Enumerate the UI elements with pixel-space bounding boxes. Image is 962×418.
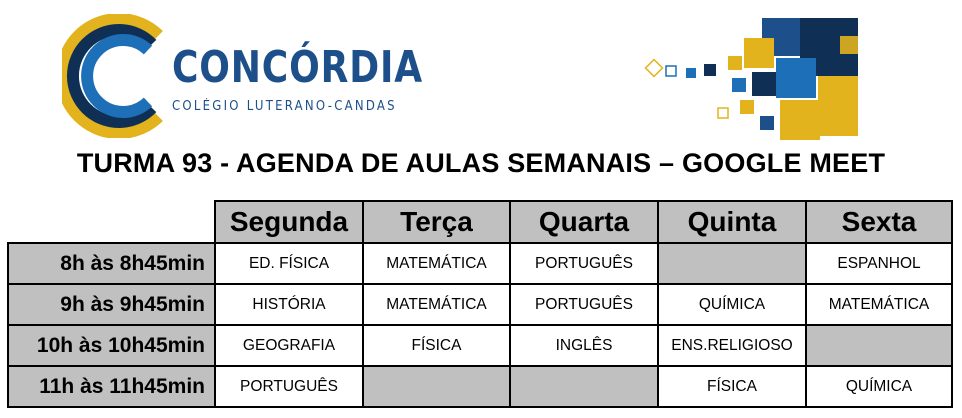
schedule-table <box>7 200 953 408</box>
time-slot: 11h às 11h45min <box>8 366 215 407</box>
time-slot: 8h às 8h45min <box>8 243 215 284</box>
day-header-quarta: Quarta <box>510 201 658 243</box>
class-cell: ENS.RELIGIOSO <box>658 325 806 366</box>
class-cell: FÍSICA <box>658 366 806 407</box>
empty-cell <box>806 325 952 366</box>
day-header-sexta: Sexta <box>806 201 952 243</box>
class-cell: INGLÊS <box>510 325 658 366</box>
day-header-terca: Terça <box>363 201 510 243</box>
table-row <box>8 243 952 284</box>
class-cell: PORTUGUÊS <box>510 243 658 284</box>
class-cell: PORTUGUÊS <box>215 366 363 407</box>
class-cell: FÍSICA <box>363 325 510 366</box>
time-slot: 9h às 9h45min <box>8 284 215 325</box>
empty-cell <box>658 243 806 284</box>
class-cell: PORTUGUÊS <box>510 284 658 325</box>
empty-cell <box>510 366 658 407</box>
class-cell: MATEMÁTICA <box>363 284 510 325</box>
class-cell: GEOGRAFIA <box>215 325 363 366</box>
day-header-quinta: Quinta <box>658 201 806 243</box>
class-cell: MATEMÁTICA <box>806 284 952 325</box>
logo-c-mark <box>62 14 172 138</box>
decorative-tiles <box>640 16 862 140</box>
class-cell: HISTÓRIA <box>215 284 363 325</box>
table-row <box>8 366 952 407</box>
corner-cell <box>8 201 215 243</box>
schedule-title: TURMA 93 - AGENDA DE AULAS SEMANAIS – GOOGLE MEET <box>76 148 886 178</box>
header <box>0 0 962 140</box>
class-cell: ED. FÍSICA <box>215 243 363 284</box>
brand-subtitle: COLÉGIO LUTERANO-CANDAS <box>172 99 397 114</box>
table-row <box>8 325 952 366</box>
class-cell: ESPANHOL <box>806 243 952 284</box>
class-cell: QUÍMICA <box>658 284 806 325</box>
table-row <box>8 284 952 325</box>
days-header-row <box>8 201 952 243</box>
empty-cell <box>363 366 510 407</box>
class-cell: QUÍMICA <box>806 366 952 407</box>
brand-name: CONCÓRDIA <box>172 42 423 93</box>
time-slot: 10h às 10h45min <box>8 325 215 366</box>
class-cell: MATEMÁTICA <box>363 243 510 284</box>
day-header-segunda: Segunda <box>215 201 363 243</box>
